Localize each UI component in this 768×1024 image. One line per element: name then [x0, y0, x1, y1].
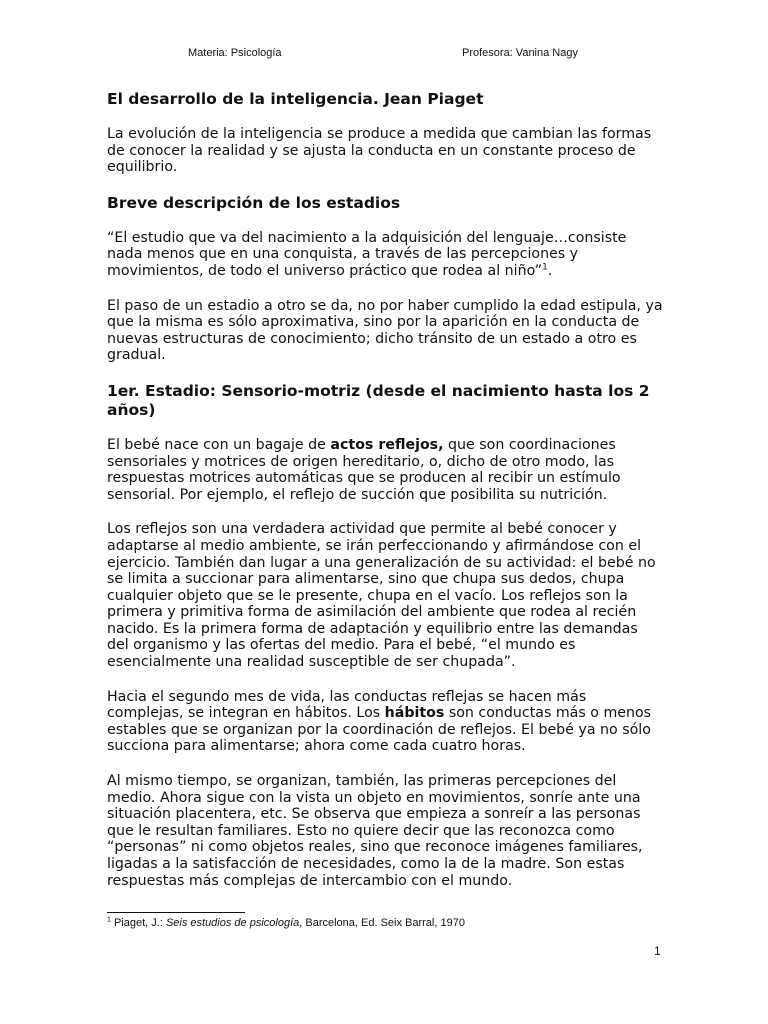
reflexes-text-a: El bebé nace con un bagaje de — [107, 436, 331, 453]
intro-paragraph: La evolución de la inteligencia se produce a medida que cambian las formas de conocer la realidad y se ajusta la conducta en un constante proceso de equilibrio. — [107, 126, 652, 176]
document-body — [107, 90, 663, 907]
stage-transition-paragraph: El paso de un estadio a otro se da, no por haber cumplido la edad estipula, ya que la misma es sólo aproximativa, sino por la aparición en la conducta de nuevas estructuras de conocimiento; dicho tránsito de un estado a otro es gradual. — [107, 297, 663, 364]
footnote — [107, 917, 465, 929]
header-teacher: Profesora: Vanina Nagy — [462, 47, 578, 59]
reflex-activity-paragraph: Los reflejos son una verdadera actividad que permite al bebé conocer y adaptarse al medio ambiente, se irán perfeccionando y afirmándose con el ejercicio. También dan lugar a una generalización de su actividad: el bebé no se limita a succionar para alimentarse, sino que chupa sus dedos, chupa cualquier objeto que se le presente, chupa en el vacío. Los reflejos son la primera y primitiva forma de asimilación del ambiente que rodea al recién nacido. Es la primera forma de adaptación y equilibrio entre las demandas del organismo y las ofertas del medio. Para el bebé, “el mundo es esencialmente una realidad susceptible de ser chupada”. — [107, 521, 656, 671]
habits-text-b: son conductas más o menos estables que se organizan por la coordinación de reflejos. El bebé ya no sólo succiona para alimentarse; ahora come cada cuatro horas. — [107, 705, 652, 755]
footnote-work-title: Seis estudios de psicología — [165, 917, 300, 929]
page-title: El desarrollo de la inteligencia. Jean Piaget — [107, 90, 484, 108]
habits-bold-term: hábitos — [384, 705, 445, 722]
quote-text: “El estudio que va del nacimiento a la adquisición del lenguaje…consiste nada menos que en una conquista, a través de las percepciones y movimientos, de todo el universo práctico que rodea al niño” — [107, 229, 627, 279]
reflexes-paragraph — [107, 437, 663, 503]
section-heading-stages: Breve descripción de los estadios — [107, 193, 401, 212]
reflexes-text-b: que son coordinaciones sensoriales y motrices de origen hereditario, o, dicho de otro modo, las respuestas motrices automáticas que se producen al recibir un estímulo sensorial. Por ejemplo, el reflejo de succión que posibilita su nutrición. — [107, 436, 621, 503]
header-subject: Materia: Psicología — [188, 47, 282, 59]
footnote-separator — [107, 912, 245, 913]
footnote-publisher: , Barcelona, Ed. Seix Barral, 1970 — [299, 917, 465, 929]
quote-end: . — [547, 262, 553, 279]
footnote-reference[interactable]: 1 — [542, 262, 548, 273]
perceptions-paragraph: Al mismo tiempo, se organizan, también, las primeras percepciones del medio. Ahora sigue con la vista un objeto en movimientos, sonríe ante una situación placentera, etc. Se observa que empieza a sonreír a las personas que le resultan familiares. Esto no quiere decir que las reconozca como “personas” ni como objetos reales, sino que reconoce imágenes familiares, ligadas a la satisfacción de necesidades, como la de la madre. Son estas respuestas más complejas de intercambio con el mundo. — [107, 773, 643, 889]
footnote-author: Piaget, J.: — [110, 917, 166, 929]
footnote-number: 1 — [107, 916, 111, 924]
section-heading-sensorimotor: 1er. Estadio: Sensorio-motriz (desde el nacimiento hasta los 2 años) — [107, 381, 650, 419]
quote-paragraph — [107, 230, 663, 280]
reflexes-bold-term: actos reflejos, — [330, 436, 444, 453]
habits-paragraph — [107, 689, 663, 755]
habits-text-a: Hacia el segundo mes de vida, las conductas reflejas se hacen más complejas, se integran en hábitos. Los — [107, 688, 587, 722]
page-number: 1 — [654, 944, 661, 958]
